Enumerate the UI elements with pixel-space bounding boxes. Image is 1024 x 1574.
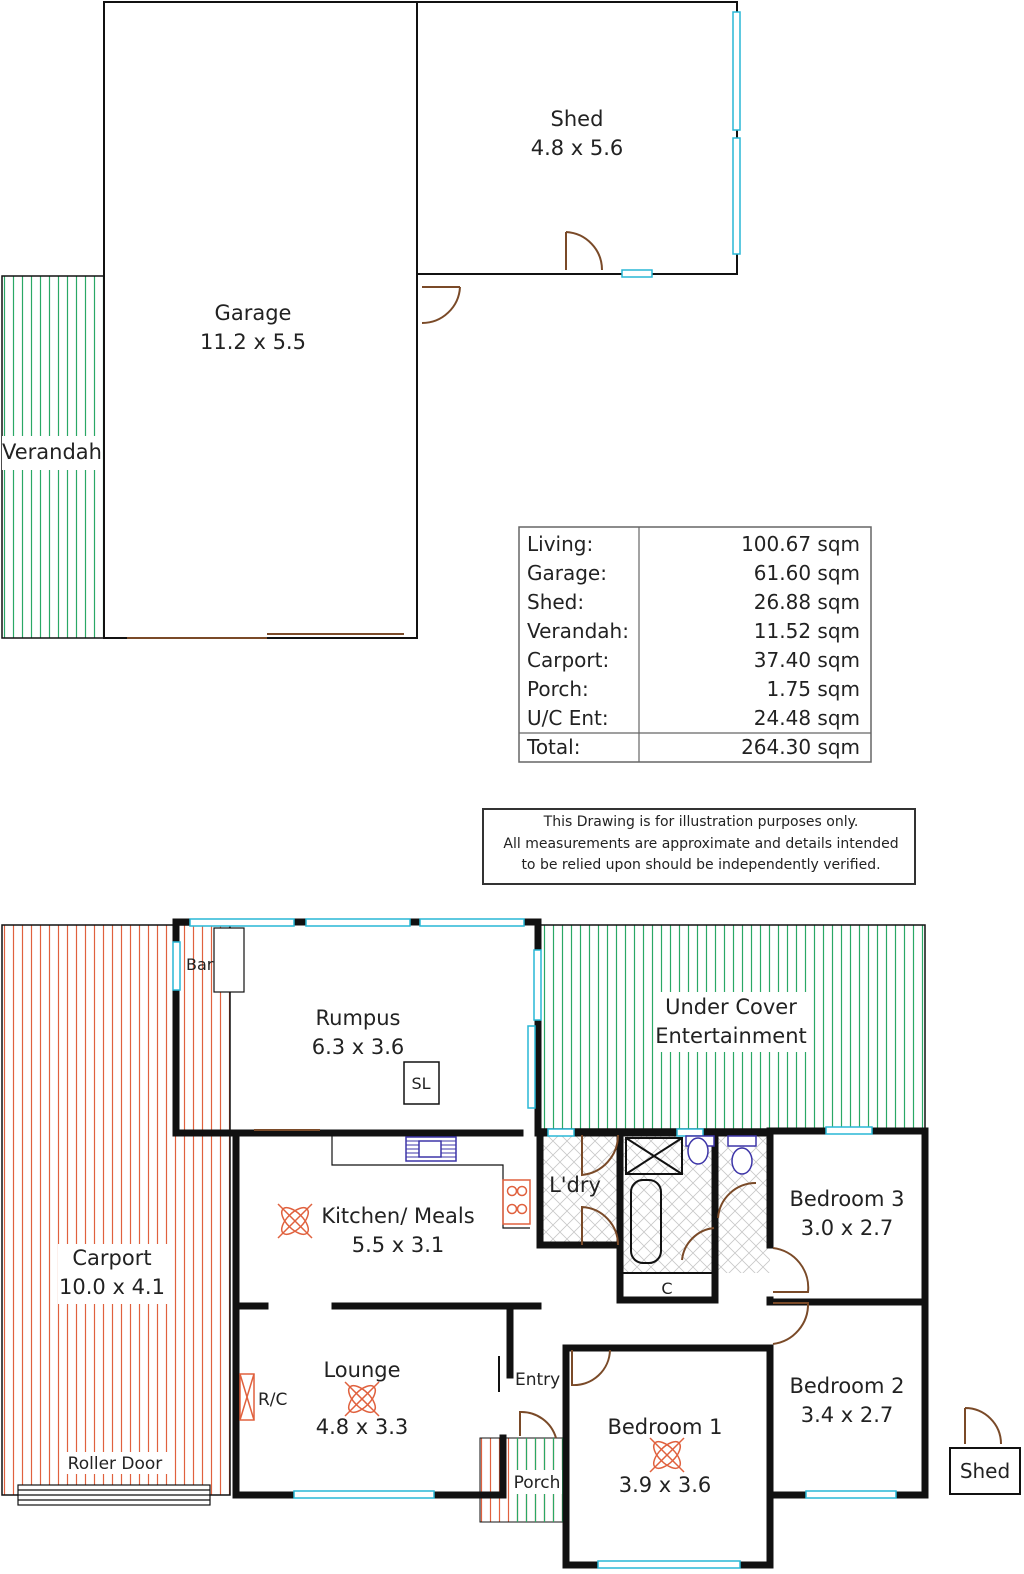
shed-dims: 4.8 x 5.6: [530, 136, 624, 160]
area-row-value: 1.75 sqm: [766, 677, 860, 701]
bedroom2-dims: 3.4 x 2.7: [800, 1403, 894, 1427]
area-table: [519, 527, 871, 762]
area-row-value: 11.52 sqm: [753, 619, 860, 643]
area-row-label: U/C Ent:: [527, 706, 609, 730]
cupboard-label: C: [661, 1279, 673, 1298]
light-marker-lounge: [344, 1381, 379, 1416]
garage-side-door: [422, 287, 460, 323]
area-row-value: 100.67 sqm: [741, 532, 860, 556]
lounge-dims: 4.8 x 3.3: [315, 1415, 409, 1439]
bedroom2-label: Bedroom 2: [789, 1374, 905, 1398]
light-marker-kitchen: [277, 1203, 312, 1238]
area-row-label: Verandah:: [527, 619, 629, 643]
area-row-label: Carport:: [527, 648, 610, 672]
area-row-label: Porch:: [527, 677, 589, 701]
sl-label: SL: [411, 1074, 431, 1093]
lounge-label: Lounge: [323, 1358, 401, 1382]
kitchen-label: Kitchen/ Meals: [321, 1204, 475, 1228]
uc-ent-label-2: Entertainment: [655, 1024, 807, 1048]
area-row-value: 37.40 sqm: [753, 648, 860, 672]
rumpus-label: Rumpus: [315, 1006, 401, 1030]
roller-door: [18, 1485, 210, 1505]
area-row-value: 61.60 sqm: [753, 561, 860, 585]
rc-heater: [240, 1374, 254, 1420]
bedroom1-dims: 3.9 x 3.6: [618, 1473, 712, 1497]
shed-label: Shed: [550, 107, 604, 131]
carport-area: [2, 925, 230, 1495]
total-value: 264.30 sqm: [741, 735, 860, 759]
entry-label: Entry: [515, 1370, 561, 1390]
bar-label: Bar: [186, 955, 214, 974]
disclaimer-line-3: to be relied upon should be independently verified.: [521, 857, 881, 873]
bar-counter: [214, 928, 244, 992]
disclaimer-box: [483, 809, 915, 884]
laundry-label: L'dry: [549, 1173, 601, 1197]
kitchen-dims: 5.5 x 3.1: [351, 1233, 445, 1257]
disclaimer-line-1: This Drawing is for illustration purposes only.: [543, 814, 859, 830]
verandah-label: Verandah: [2, 440, 102, 464]
area-row-value: 24.48 sqm: [753, 706, 860, 730]
garage-label: Garage: [214, 301, 292, 325]
bedroom3-label: Bedroom 3: [789, 1187, 905, 1211]
rumpus-dims: 6.3 x 3.6: [311, 1035, 405, 1059]
area-row-value: 26.88 sqm: [753, 590, 860, 614]
area-row-label: Shed:: [527, 590, 585, 614]
area-row-label: Living:: [527, 532, 594, 556]
disclaimer-line-2: All measurements are approximate and details intended: [503, 836, 899, 852]
cooktop-icon: [503, 1180, 530, 1224]
uc-ent-label-1: Under Cover: [665, 995, 797, 1019]
bedroom1-label: Bedroom 1: [607, 1415, 723, 1439]
total-label: Total:: [527, 735, 581, 759]
shed-door: [566, 232, 602, 270]
garage-dims: 11.2 x 5.5: [200, 330, 306, 354]
carport-label: Carport: [72, 1246, 152, 1270]
bedroom3-dims: 3.0 x 2.7: [800, 1216, 894, 1240]
roller-door-label: Roller Door: [67, 1454, 163, 1474]
porch-label: Porch: [513, 1473, 561, 1493]
area-row-label: Garage:: [527, 561, 607, 585]
shed-ref-label: Shed: [959, 1459, 1011, 1483]
rc-label: R/C: [258, 1390, 288, 1410]
carport-dims: 10.0 x 4.1: [59, 1275, 165, 1299]
light-marker-bedroom1: [649, 1437, 684, 1472]
sink-icon: [406, 1137, 456, 1161]
